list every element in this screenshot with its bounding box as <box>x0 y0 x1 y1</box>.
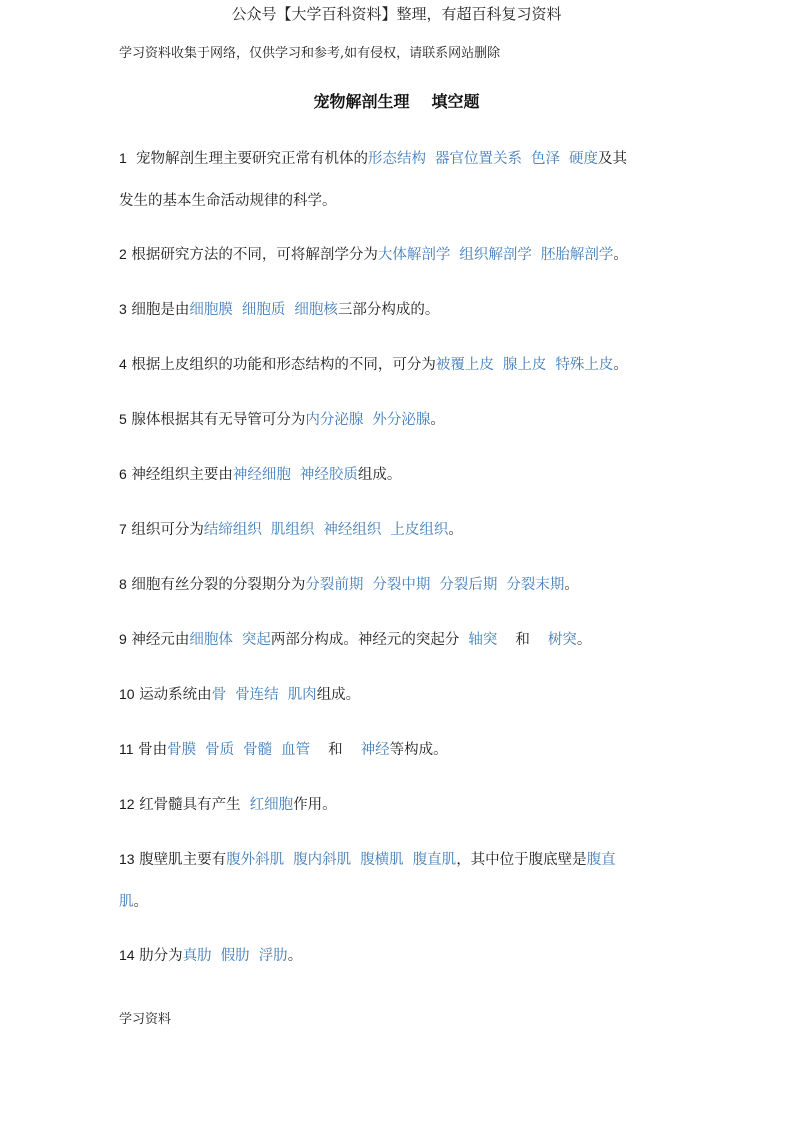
question-8 <box>119 563 679 606</box>
answer: 骨连结 <box>235 687 279 703</box>
question-text: 组成。 <box>316 687 361 703</box>
question-text: 。 <box>576 632 592 648</box>
question-number: 2 <box>119 246 127 262</box>
answer: 浮肋 <box>258 948 288 964</box>
answer: 肌肉 <box>287 687 317 703</box>
question-text: 神经元由 <box>131 632 190 648</box>
question-10 <box>119 673 679 716</box>
question-1 <box>119 137 679 222</box>
question-text: 。 <box>287 948 303 964</box>
question-number: 3 <box>119 301 127 317</box>
answer: 突起 <box>241 632 271 648</box>
answer: 硬度 <box>569 151 599 167</box>
question-number: 6 <box>119 466 127 482</box>
question-text: 腺体根据其有无导管可分为 <box>131 412 306 428</box>
question-5 <box>119 398 679 441</box>
answer: 外分泌腺 <box>372 412 431 428</box>
answer: 肌组织 <box>270 522 315 538</box>
answer: 腺上皮 <box>502 357 547 373</box>
answer: 结缔组织 <box>203 522 262 538</box>
answer: 细胞质 <box>241 302 286 318</box>
page-header: 公众号【大学百科资料】整理，有超百科复习资料 <box>231 5 562 23</box>
answer: 骨质 <box>205 742 235 758</box>
answer: 分裂前期 <box>305 577 364 593</box>
question-text: 根据研究方法的不同，可将解剖学分为 <box>131 247 378 263</box>
question-text: 组织可分为 <box>131 522 204 538</box>
answer: 大体解剖学 <box>377 247 451 263</box>
question-text: 。 <box>613 357 628 373</box>
question-3 <box>119 288 679 331</box>
answer: 神经细胞 <box>232 467 291 483</box>
answer: 腹直肌 <box>412 852 457 868</box>
question-text: 细胞有丝分裂的分裂期分为 <box>131 577 306 593</box>
answer: 假肋 <box>220 948 250 964</box>
question-text: 肋分为 <box>139 948 183 964</box>
question-text: 神经组织主要由 <box>131 467 233 483</box>
answer: 神经组织 <box>323 522 382 538</box>
answer: 神经胶质 <box>299 467 358 483</box>
document-title <box>0 91 793 113</box>
question-text: 。 <box>564 577 579 593</box>
question-9 <box>119 618 679 661</box>
question-text: 组成。 <box>357 467 402 483</box>
question-number: 7 <box>119 521 127 537</box>
question-text: 红骨髓具有产生 <box>139 797 241 813</box>
answer: 被覆上皮 <box>435 357 494 373</box>
question-11 <box>119 728 679 771</box>
question-text: 细胞是由 <box>131 302 190 318</box>
question-12 <box>119 783 679 826</box>
question-number: 10 <box>119 686 135 702</box>
question-number: 1 <box>119 150 127 166</box>
answer: 分裂中期 <box>372 577 431 593</box>
answer: 骨 <box>211 687 227 703</box>
answer: 真肋 <box>182 948 212 964</box>
answer: 轴突 <box>468 632 498 648</box>
question-text: 运动系统由 <box>139 687 212 703</box>
question-number: 9 <box>119 631 127 647</box>
answer: 腹直 <box>586 852 616 868</box>
question-text: 和 <box>515 632 530 648</box>
answer: 分裂后期 <box>439 577 498 593</box>
answer: 上皮组织 <box>390 522 449 538</box>
question-text: 根据上皮组织的功能和形态结构的不同，可分为 <box>131 357 436 373</box>
answer: 细胞体 <box>189 632 233 648</box>
question-text: 和 <box>328 742 343 758</box>
answer: 血管 <box>281 742 311 758</box>
answer: 器官位置关系 <box>435 151 523 167</box>
question-text: 作用。 <box>293 797 337 813</box>
question-number: 13 <box>119 851 135 867</box>
question-number: 5 <box>119 411 127 427</box>
question-text: 等构成。 <box>389 742 448 758</box>
answer: 神经 <box>360 742 390 758</box>
question-text: 。 <box>133 894 148 910</box>
title-part-2: 填空题 <box>431 92 480 111</box>
question-text: 腹壁肌主要有 <box>139 852 227 868</box>
question-14 <box>119 934 679 977</box>
question-text: 及其 <box>598 151 628 167</box>
answer: 骨膜 <box>167 742 197 758</box>
answer: 腹横肌 <box>360 852 404 868</box>
title-part-1: 宠物解剖生理 <box>313 92 410 111</box>
answer: 树突 <box>547 632 577 648</box>
answer: 内分泌腺 <box>305 412 364 428</box>
question-4 <box>119 343 679 386</box>
question-7 <box>119 508 679 551</box>
answer: 胚胎解剖学 <box>540 247 614 263</box>
footer-note: 学习资料 <box>119 1012 172 1027</box>
question-13 <box>119 838 679 923</box>
question-number: 4 <box>119 356 127 372</box>
question-text: 两部分构成。神经元的突起分 <box>270 632 460 648</box>
disclaimer-text: 学习资料收集于网络，仅供学习和参考,如有侵权，请联系网站删除 <box>119 46 501 61</box>
question-number: 12 <box>119 796 135 812</box>
question-text: 。 <box>613 247 628 263</box>
answer: 腹内斜肌 <box>293 852 352 868</box>
answer: 细胞膜 <box>189 302 233 318</box>
question-number: 8 <box>119 576 127 592</box>
question-number: 11 <box>119 741 134 757</box>
answer: 细胞核 <box>294 302 338 318</box>
question-number: 14 <box>119 947 135 963</box>
question-2 <box>119 233 679 276</box>
answer: 红细胞 <box>249 797 294 813</box>
answer: 组织解剖学 <box>459 247 532 263</box>
answer: 腹外斜肌 <box>226 852 285 868</box>
question-text: 三部分构成的。 <box>337 302 440 318</box>
answer: 特殊上皮 <box>555 357 614 373</box>
answer: 分裂末期 <box>506 577 565 593</box>
question-6 <box>119 453 679 496</box>
question-text: 发生的基本生命活动规律的科学。 <box>119 193 337 209</box>
answer: 骨髓 <box>243 742 273 758</box>
question-text: 。 <box>448 522 463 538</box>
answer: 形态结构 <box>368 151 427 167</box>
question-text: 骨由 <box>138 742 168 758</box>
answer: 肌 <box>119 894 134 910</box>
question-text: 。 <box>430 412 445 428</box>
question-text: 宠物解剖生理主要研究正常有机体的 <box>136 151 369 167</box>
answer: 色泽 <box>531 151 561 167</box>
question-text: ，其中位于腹底壁是 <box>456 852 587 868</box>
